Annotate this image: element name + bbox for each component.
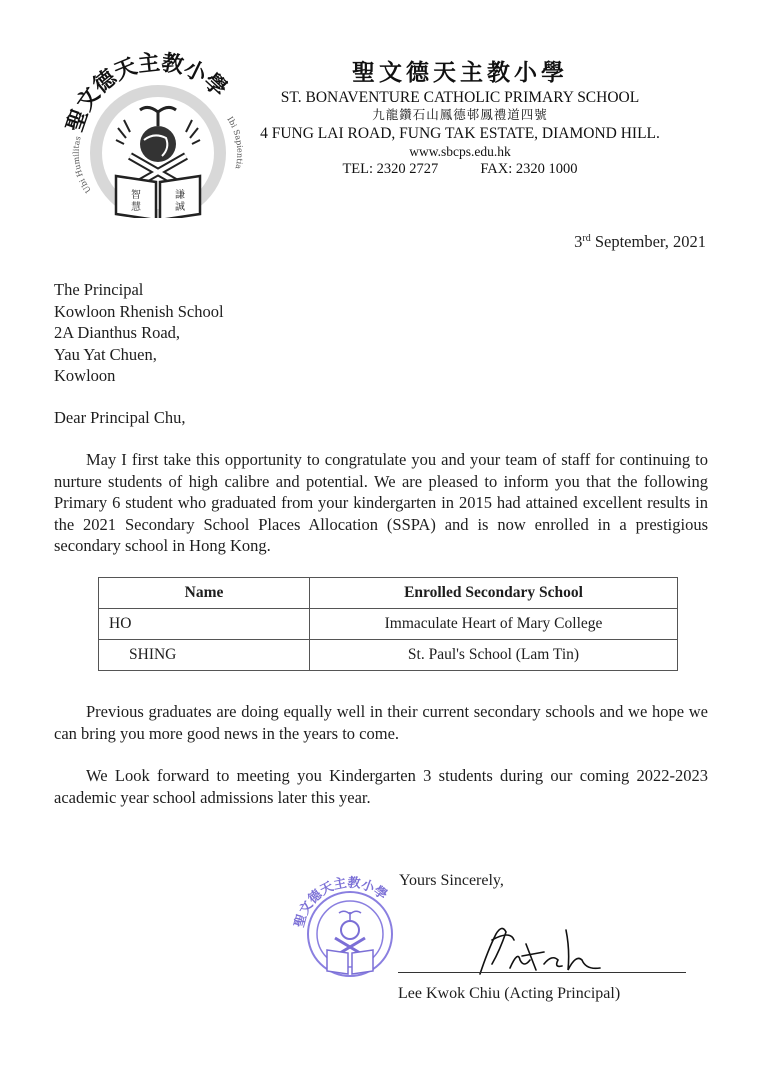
- contact-numbers: [230, 160, 690, 179]
- svg-text:慧: 慧: [131, 202, 141, 213]
- table-header-row: [99, 578, 678, 609]
- website: www.sbcps.edu.hk: [409, 144, 511, 159]
- student-name: HO: [99, 609, 310, 640]
- svg-text:謙: 謙: [175, 190, 185, 201]
- telephone: TEL: 2320 2727: [342, 161, 439, 177]
- school-seal-stamp-icon: [293, 872, 407, 982]
- recipient-line: The Principal: [54, 280, 144, 299]
- svg-text:Ubi Humilitas: Ubi Humilitas: [71, 135, 93, 195]
- svg-text:Ibi Sapientia: Ibi Sapientia: [225, 114, 245, 170]
- letterhead: [230, 58, 690, 179]
- signatory-name: Lee Kwok Chiu (Acting Principal): [398, 985, 621, 1002]
- school-name-chinese: 聖文德天主教小學: [352, 60, 568, 85]
- svg-text:聖文德天主教小學: 聖文德天主教小學: [61, 49, 233, 136]
- recipient-line: Yau Yat Chuen,: [54, 344, 157, 364]
- table-row: [99, 640, 678, 671]
- recipient-line: Kowloon Rhenish School: [54, 301, 224, 321]
- school-name-english: ST. BONAVENTURE CATHOLIC PRIMARY SCHOOL: [280, 89, 640, 106]
- svg-text:誠: 誠: [175, 202, 185, 213]
- table-row: [99, 609, 678, 640]
- body-paragraph-2: Previous graduates are doing equally well in their current secondary schools and we hope we can bring you more good news in the years to come.: [54, 702, 708, 743]
- address-chinese: 九龍鑽石山鳳德邨鳳禮道四號: [372, 108, 548, 122]
- signature-line: [398, 972, 686, 973]
- letter-date: [574, 232, 706, 252]
- body-paragraph-1: May I first take this opportunity to congratulate you and your team of staff for continuing to nurture students of high calibre and potential. We are pleased to inform you that the following Primary 6 student who graduated from your kindergarten in 2015 had attained excellent results in the 2021 Secondary School Places Allocation (SSPA) and is now enrolled in a prestigious secondary school in Hong Kong.: [54, 450, 708, 556]
- closing: Yours Sincerely,: [399, 872, 504, 889]
- header-school: Enrolled Secondary School: [310, 578, 678, 609]
- date-day: 3: [574, 232, 583, 251]
- salutation: Dear Principal Chu,: [54, 408, 186, 427]
- header-name: Name: [99, 578, 310, 609]
- results-table: [98, 577, 678, 671]
- fax: FAX: 2320 1000: [480, 161, 578, 177]
- date-rest: September, 2021: [590, 232, 706, 251]
- svg-text:智: 智: [131, 190, 141, 201]
- handwritten-signature-icon: [470, 920, 610, 978]
- school-crest-logo: [58, 48, 258, 218]
- address-english: 4 FUNG LAI ROAD, FUNG TAK ESTATE, DIAMOND HILL.: [260, 125, 660, 142]
- date-suffix: rd: [582, 233, 591, 244]
- school-crest-icon: [58, 48, 258, 218]
- enrolled-school: St. Paul's School (Lam Tin): [310, 640, 678, 671]
- body-paragraph-3: We Look forward to meeting you Kindergarten 3 students during our coming 2022-2023 academic year school admissions later this year.: [54, 766, 708, 807]
- enrolled-school: Immaculate Heart of Mary College: [310, 609, 678, 640]
- recipient-line: 2A Dianthus Road,: [54, 323, 181, 343]
- svg-text:聖文德天主教小學: 聖文德天主教小學: [293, 875, 390, 930]
- student-name: SHING: [99, 640, 310, 671]
- recipient-address: [54, 279, 224, 387]
- recipient-line: Kowloon: [54, 366, 116, 386]
